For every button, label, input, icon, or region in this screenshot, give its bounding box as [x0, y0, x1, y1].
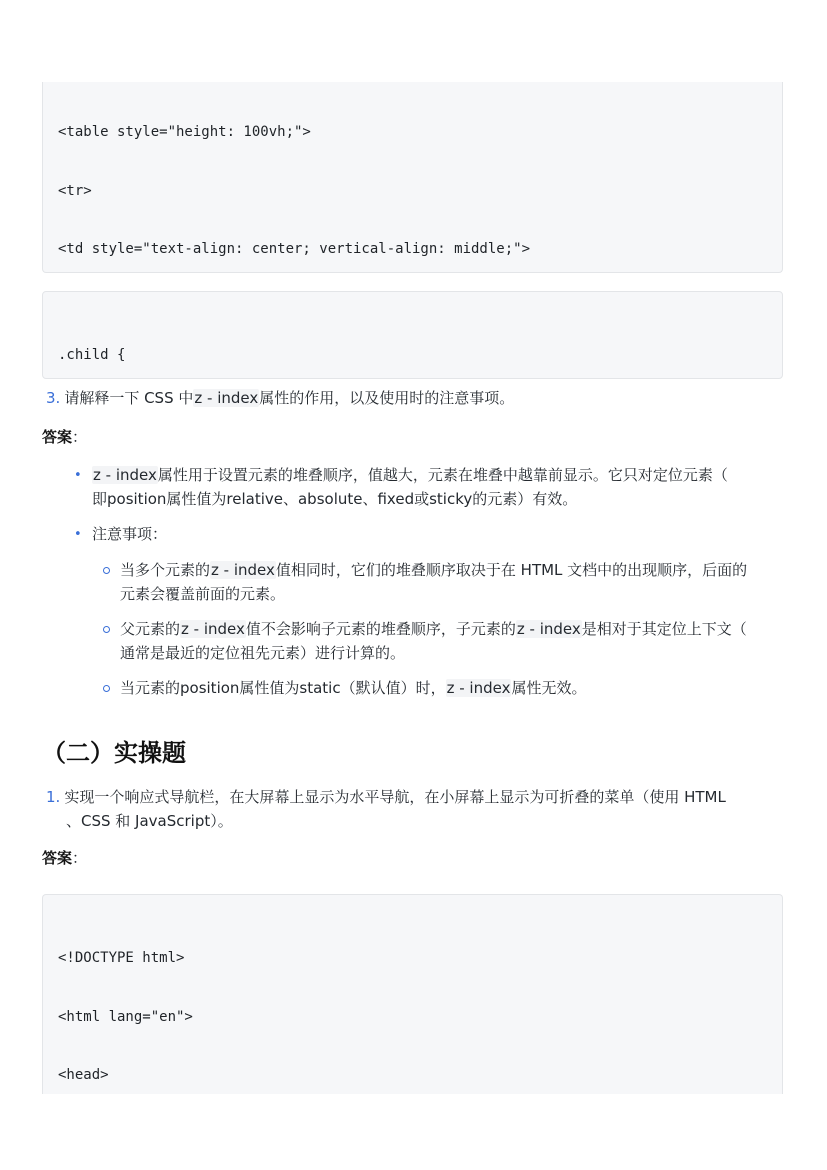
answer-label-text: 答案 [42, 428, 73, 446]
code-line: <!DOCTYPE html> [58, 950, 185, 966]
inline-code: z - index [446, 679, 511, 697]
code-line: .child { [58, 347, 126, 363]
code-block-navbar-html [42, 894, 783, 1094]
question-text: 实现一个响应式导航栏，在大屏幕上显示为水平导航，在小屏幕上显示为可折叠的菜单（使用 HTML [64, 788, 726, 806]
section-title: （二）实操题 [42, 739, 186, 767]
question-number: 3. [46, 389, 61, 407]
code-line: <td style="text-align: center; vertical-align: middle;"> [58, 241, 531, 257]
code-line: <tr> [58, 182, 92, 199]
answer-label [42, 425, 87, 449]
circle-bullet-icon [103, 626, 110, 633]
list-item-text: 父元素的 [120, 620, 181, 638]
sub-list-item [120, 617, 810, 665]
list-item-text: 是相对于其定位上下文（ [581, 620, 747, 638]
answer-label [42, 846, 87, 870]
bullet-dot-icon: • [74, 527, 82, 542]
inline-code: z - index [211, 561, 275, 579]
inline-code: z - index [93, 466, 157, 484]
list-item-text: 即position属性值为relative、absolute、fixed或sticky的元素）有效。 [92, 490, 578, 508]
code-block-child-css [42, 291, 783, 379]
list-item [92, 522, 167, 546]
inline-code: z - index [516, 620, 581, 638]
sub-list-item [120, 676, 587, 700]
code-line: <html lang="en"> [58, 1008, 193, 1025]
list-item-text: 当元素的position属性值为static（默认值）时， [120, 679, 446, 697]
answer-colon: ： [72, 849, 88, 867]
circle-bullet-icon [103, 567, 110, 574]
question-text: 、CSS 和 JavaScript）。 [66, 812, 233, 830]
code-block-table [42, 82, 783, 273]
list-item-text: 属性无效。 [511, 679, 587, 697]
question-text: 属性的作用，以及使用时的注意事项。 [259, 389, 515, 407]
list-item-text: 通常是最近的定位祖先元素）进行计算的。 [120, 644, 406, 662]
code-line: <head> [58, 1067, 109, 1083]
question-3 [46, 386, 514, 410]
circle-bullet-icon [103, 685, 110, 692]
inline-code: z - index [194, 389, 259, 407]
question-text: 请解释一下 CSS 中 [64, 389, 194, 407]
list-item-text: 属性用于设置元素的堆叠顺序，值越大，元素在堆叠中越靠前显示。它只对定位元素（ [157, 466, 728, 484]
list-item-text: 值不会影响子元素的堆叠顺序，子元素的 [245, 620, 516, 638]
list-item-text: 元素会覆盖前面的元素。 [120, 585, 286, 603]
question-1 [46, 785, 816, 833]
question-number: 1. [46, 788, 61, 806]
code-line: <table style="height: 100vh;"> [58, 124, 311, 140]
answer-label-text: 答案 [42, 849, 73, 867]
bullet-dot-icon: • [74, 468, 82, 483]
inline-code: z - index [181, 620, 245, 638]
sub-list-item [120, 558, 810, 606]
list-item-text: 值相同时，它们的堆叠顺序取决于在 HTML 文档中的出现顺序，后面的 [275, 561, 748, 579]
list-item-text: 注意事项： [92, 525, 168, 543]
answer-colon: ： [72, 428, 88, 446]
list-item [92, 463, 802, 511]
list-item-text: 当多个元素的 [120, 561, 211, 579]
